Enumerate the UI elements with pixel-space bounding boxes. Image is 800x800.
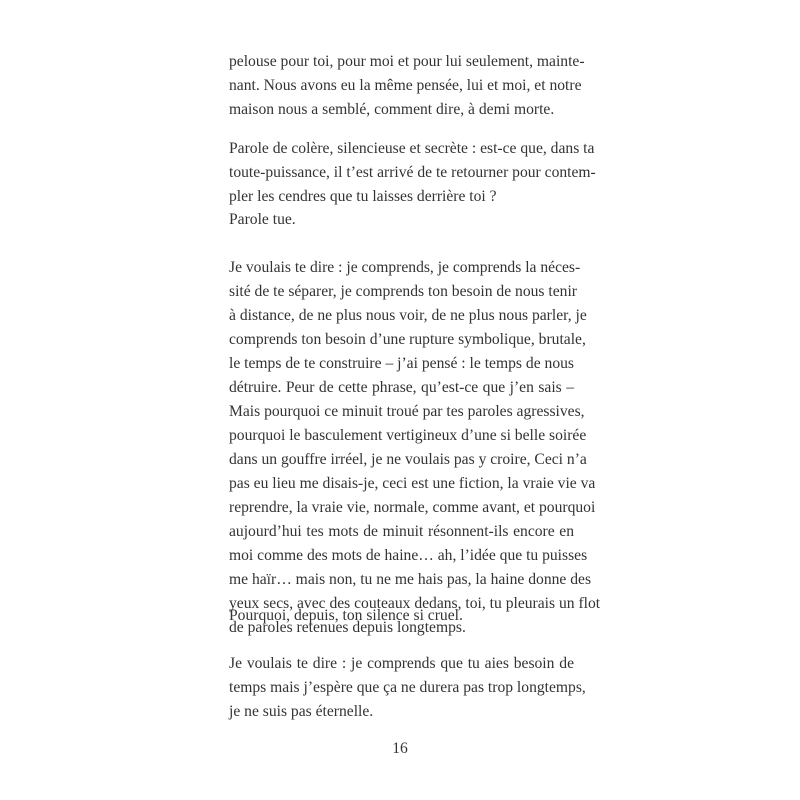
text-line: aujourd’hui tes mots de minuit résonnent-ils encore en: [229, 523, 574, 540]
paragraph-text: [229, 604, 574, 628]
paragraph-5: [229, 604, 574, 628]
text-line: sité de te séparer, je comprends ton besoin de nous tenir: [229, 283, 577, 300]
text-line: me haïr… mais non, tu ne me hais pas, la haine donne des: [229, 571, 592, 588]
paragraph-text: [229, 652, 586, 724]
text-line: Je voulais te dire : je comprends, je comprends la néces-: [229, 259, 581, 276]
text-line: comprends ton besoin d’une rupture symbolique, brutale,: [229, 331, 586, 348]
page-number: 16: [392, 740, 408, 757]
text-line: je ne suis pas éternelle.: [229, 703, 374, 720]
paragraph-6: [229, 652, 586, 724]
paragraph-text: [229, 208, 574, 232]
text-line: à distance, de ne plus nous voir, de ne plus nous parler, je: [229, 307, 587, 324]
paragraph-3: [229, 208, 574, 232]
text-line: yeux secs, avec des couteaux dedans, toi, tu pleurais un flot: [229, 595, 601, 612]
text-line: dans un gouffre irréel, je ne voulais pas y croire, Ceci n’a: [229, 451, 587, 468]
text-line: nant. Nous avons eu la même pensée, lui et moi, et notre: [229, 77, 582, 94]
paragraph-4: [229, 256, 601, 640]
text-line: pler les cendres que tu laisses derrière toi ?: [229, 188, 497, 205]
text-line: pas eu lieu me disais-je, ceci est une fiction, la vraie vie va: [229, 475, 596, 492]
text-line: maison nous a semblé, comment dire, à demi morte.: [229, 101, 555, 118]
paragraph-1: [229, 50, 585, 122]
text-line: Parole de colère, silencieuse et secrète : est-ce que, dans ta: [229, 140, 595, 157]
text-line: toute-puissance, il t’est arrivé de te retourner pour contem-: [229, 164, 596, 181]
paragraph-text: [229, 50, 585, 122]
text-line: détruire. Peur de cette phrase, qu’est-ce que j’en sais –: [229, 379, 574, 396]
text-line: temps mais j’espère que ça ne durera pas trop longtemps,: [229, 679, 586, 696]
text-line: Parole tue.: [229, 211, 296, 228]
text-line: de paroles retenues depuis longtemps.: [229, 619, 466, 636]
text-line: le temps de te construire – j’ai pensé : le temps de nous: [229, 355, 574, 372]
text-line: Pourquoi, depuis, ton silence si cruel.: [229, 607, 463, 624]
paragraph-text: [229, 137, 596, 209]
text-line: reprendre, la vraie vie, normale, comme avant, et pourquoi: [229, 499, 596, 516]
text-line: pourquoi le basculement vertigineux d’une si belle soirée: [229, 427, 587, 444]
paragraph-text: [229, 256, 601, 640]
text-line: moi comme des mots de haine… ah, l’idée que tu puisses: [229, 547, 588, 564]
paragraph-2: [229, 137, 596, 209]
text-line: Mais pourquoi ce minuit troué par tes paroles agressives,: [229, 403, 585, 420]
text-line: Je voulais te dire : je comprends que tu aies besoin de: [229, 655, 574, 672]
text-line: pelouse pour toi, pour moi et pour lui seulement, mainte-: [229, 53, 585, 70]
